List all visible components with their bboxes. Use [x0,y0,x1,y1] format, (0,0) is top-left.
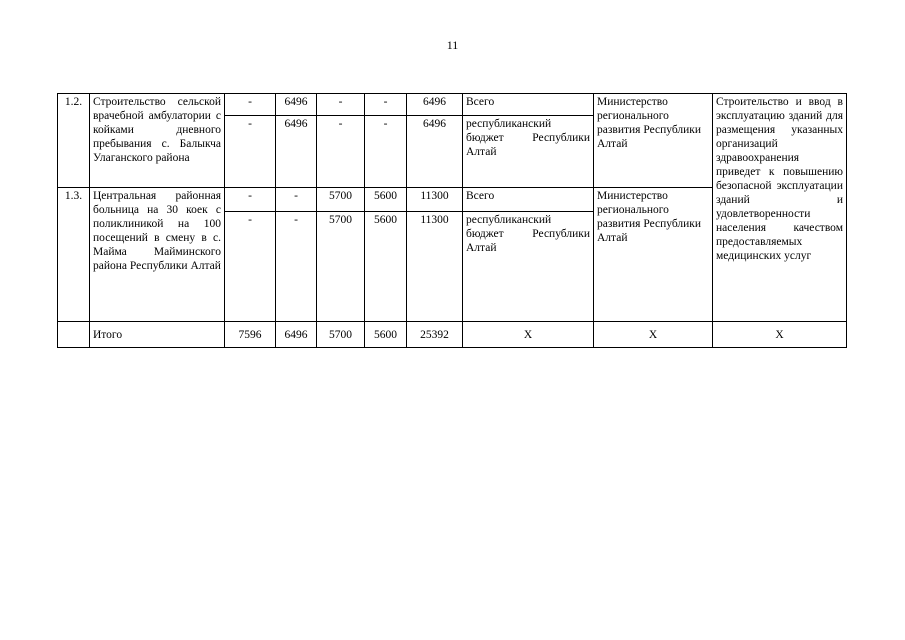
total-cell: 6496 [407,94,463,116]
row-number: 1.3. [58,188,90,322]
object-name: Строительство сельской врачебной амбулатории с койками дневного пребывания с. Балыкча Улаганского района [90,94,225,188]
total-cell: 25392 [407,322,463,348]
value-cell: - [365,116,407,188]
funding-source: X [463,322,594,348]
value-cell: 5600 [365,212,407,322]
value-cell: 5700 [317,322,365,348]
program-table [57,93,847,348]
total-row [58,322,847,348]
value-cell: - [317,116,365,188]
value-cell: 5600 [365,188,407,212]
funding-source: Всего [463,94,594,116]
total-label: Итого [90,322,225,348]
funding-source: республиканский бюджет Республики Алтай [463,212,594,322]
table-row [58,94,847,116]
total-cell: 11300 [407,188,463,212]
value-cell: - [276,188,317,212]
value-cell: 5700 [317,188,365,212]
responsible-executor: Министерство регионального развития Республики Алтай [594,188,713,322]
row-number [58,322,90,348]
total-cell: 6496 [407,116,463,188]
value-cell: - [225,116,276,188]
value-cell: 6496 [276,322,317,348]
total-cell: 11300 [407,212,463,322]
value-cell: - [317,94,365,116]
value-cell: 5700 [317,212,365,322]
value-cell: - [276,212,317,322]
value-cell: 6496 [276,94,317,116]
value-cell: 5600 [365,322,407,348]
responsible-executor: Министерство регионального развития Республики Алтай [594,94,713,188]
value-cell: - [225,188,276,212]
expected-result: Строительство и ввод в эксплуатацию зданий для размещения указанных организаций здравоохранения приведет к повышению безопасной эксплуатации зданий и удовлетворенности населения качеством предоставляемых медицинских услуг [713,94,847,322]
page-number: 11 [446,38,459,52]
funding-source: республиканский бюджет Республики Алтай [463,116,594,188]
value-cell: - [225,212,276,322]
object-name: Центральная районная больница на 30 коек с поликлиникой на 100 посещений в смену в с. Майма Майминского района Республики Алтай [90,188,225,322]
responsible-executor: X [594,322,713,348]
expected-result: X [713,322,847,348]
value-cell: - [225,94,276,116]
value-cell: 6496 [276,116,317,188]
value-cell: 7596 [225,322,276,348]
funding-source: Всего [463,188,594,212]
row-number: 1.2. [58,94,90,188]
value-cell: - [365,94,407,116]
